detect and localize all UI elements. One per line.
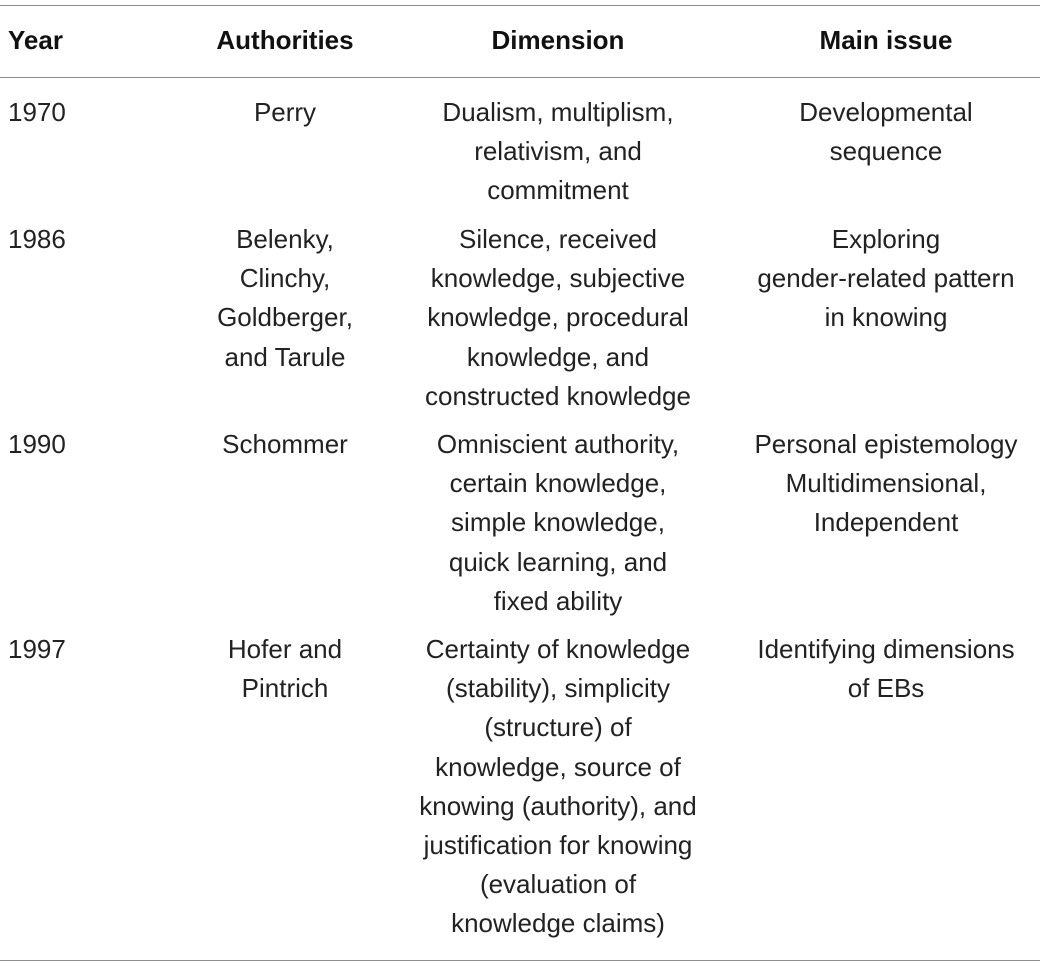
row-1-authorities: Perry <box>253 97 317 127</box>
row-4-dimension: Certainty of knowledge (stability), simplicity (structure) of knowledge, source of knowing (authority), and justification for knowing (evaluation of knowledge claims) <box>419 634 697 939</box>
row-4-year: 1997 <box>8 634 66 664</box>
row-2-year: 1986 <box>8 224 66 254</box>
header-rule <box>0 77 1040 78</box>
row-1-year: 1970 <box>8 97 66 127</box>
row-2-dimension: Silence, received knowledge, subjective knowledge, procedural knowledge, and constructed knowledge <box>425 224 691 411</box>
top-rule <box>0 5 1040 6</box>
header-year: Year <box>8 25 63 55</box>
row-4-main-issue: Identifying dimensions of EBs <box>757 634 1015 704</box>
row-3-main-issue: Personal epistemology Multidimensional, Independent <box>754 429 1018 538</box>
header-authorities: Authorities <box>216 25 354 55</box>
row-4-authorities: Hofer and Pintrich <box>227 634 343 704</box>
header-dimension: Dimension <box>491 25 625 55</box>
row-2-main-issue: Exploring gender-related pattern in knowing <box>757 224 1015 333</box>
row-3-dimension: Omniscient authority, certain knowledge, simple knowledge, quick learning, and fixed ability <box>436 429 680 616</box>
header-main-issue: Main issue <box>819 25 953 55</box>
row-1-main-issue: Developmental sequence <box>799 97 973 167</box>
row-3-authorities: Schommer <box>222 429 348 459</box>
row-1-dimension: Dualism, multiplism, relativism, and commitment <box>442 97 674 206</box>
row-3-year: 1990 <box>8 429 66 459</box>
row-2-authorities: Belenky, Clinchy, Goldberger, and Tarule <box>217 224 353 372</box>
bottom-rule <box>0 960 1040 961</box>
